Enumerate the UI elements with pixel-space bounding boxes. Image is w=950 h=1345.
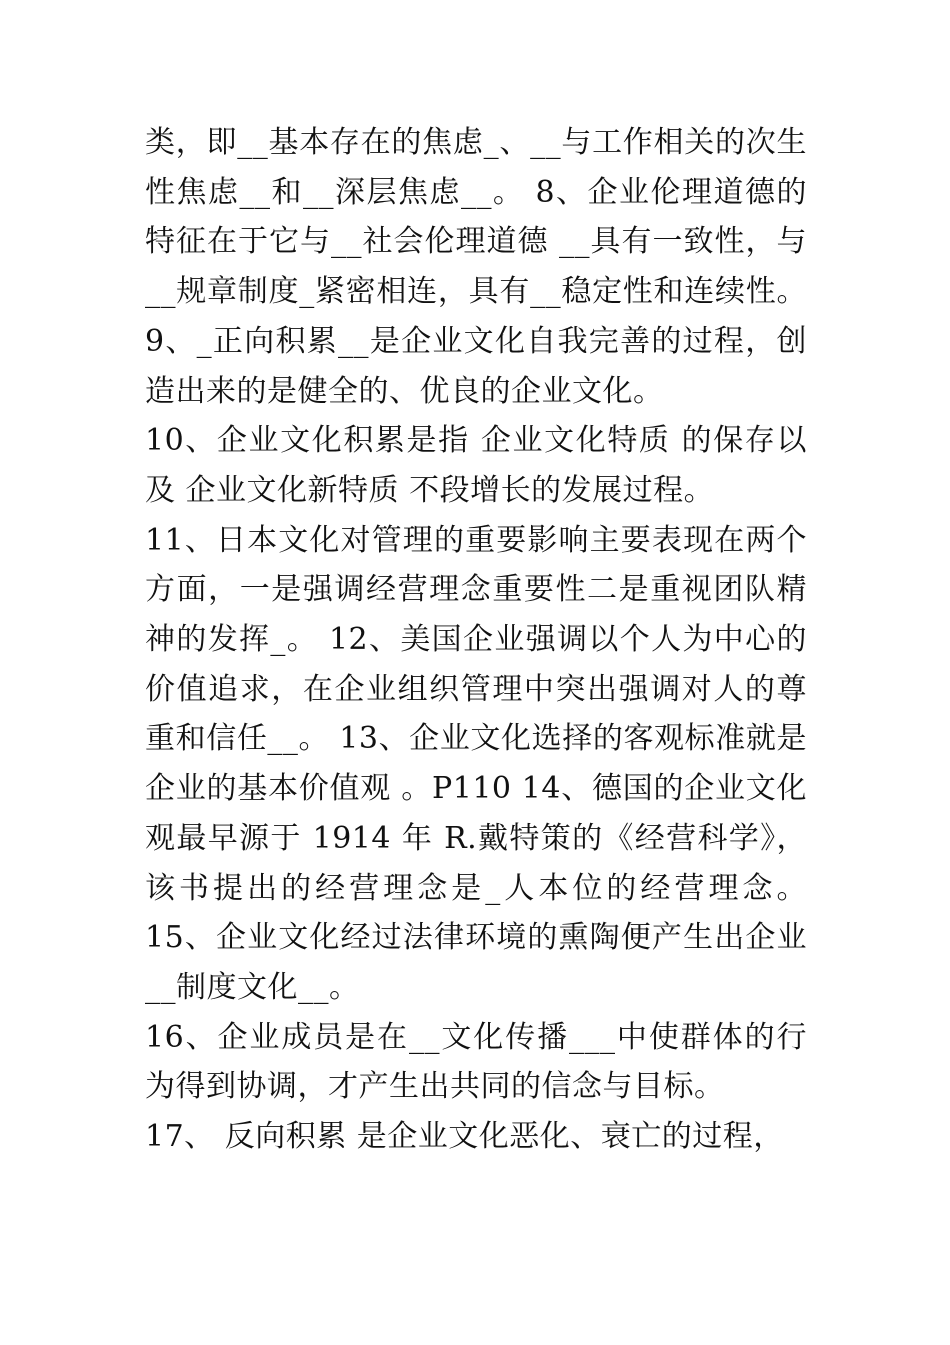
paragraph-2: 10、企业文化积累是指 企业文化特质 的保存以及 企业文化新特质 不段增长的发展过程。: [145, 423, 807, 508]
paragraph-4: 16、企业成员是在__文化传播___中使群体的行为得到协调，才产生出共同的信念与目标。: [145, 1019, 807, 1105]
paragraph-1: 类，即__基本存在的焦虑_、__与工作相关的次生性焦虑__和__深层焦虑__。 8、企业伦理道德的特征在于它与__社会伦理道德 __具有一致性，与__规章制度_紧密相连，具有__稳定性和连续性。 9、_正向积累__是企业文化自我完善的过程，创造出来的是健全的、优良的企业文化。: [145, 125, 807, 409]
document-body: [145, 118, 807, 1162]
paragraph-5: 17、 反向积累 是企业文化恶化、衰亡的过程，: [145, 1119, 784, 1155]
paragraph-3: 11、日本文化对管理的重要影响主要表现在两个方面，一是强调经营理念重要性二是重视团队精神的发挥_。 12、美国企业强调以个人为中心的价值追求，在企业组织管理中突出强调对人的尊重和信任__。 13、企业文化选择的客观标准就是 企业的基本价值观 。P110 14、德国的企业文化观最早源于 1914 年 R.戴特策的《经营科学》，该书提出的经营理念是_人本位的经营理念。 15、企业文化经过法律环境的熏陶便产生出企业__制度文化__。: [145, 522, 807, 1005]
